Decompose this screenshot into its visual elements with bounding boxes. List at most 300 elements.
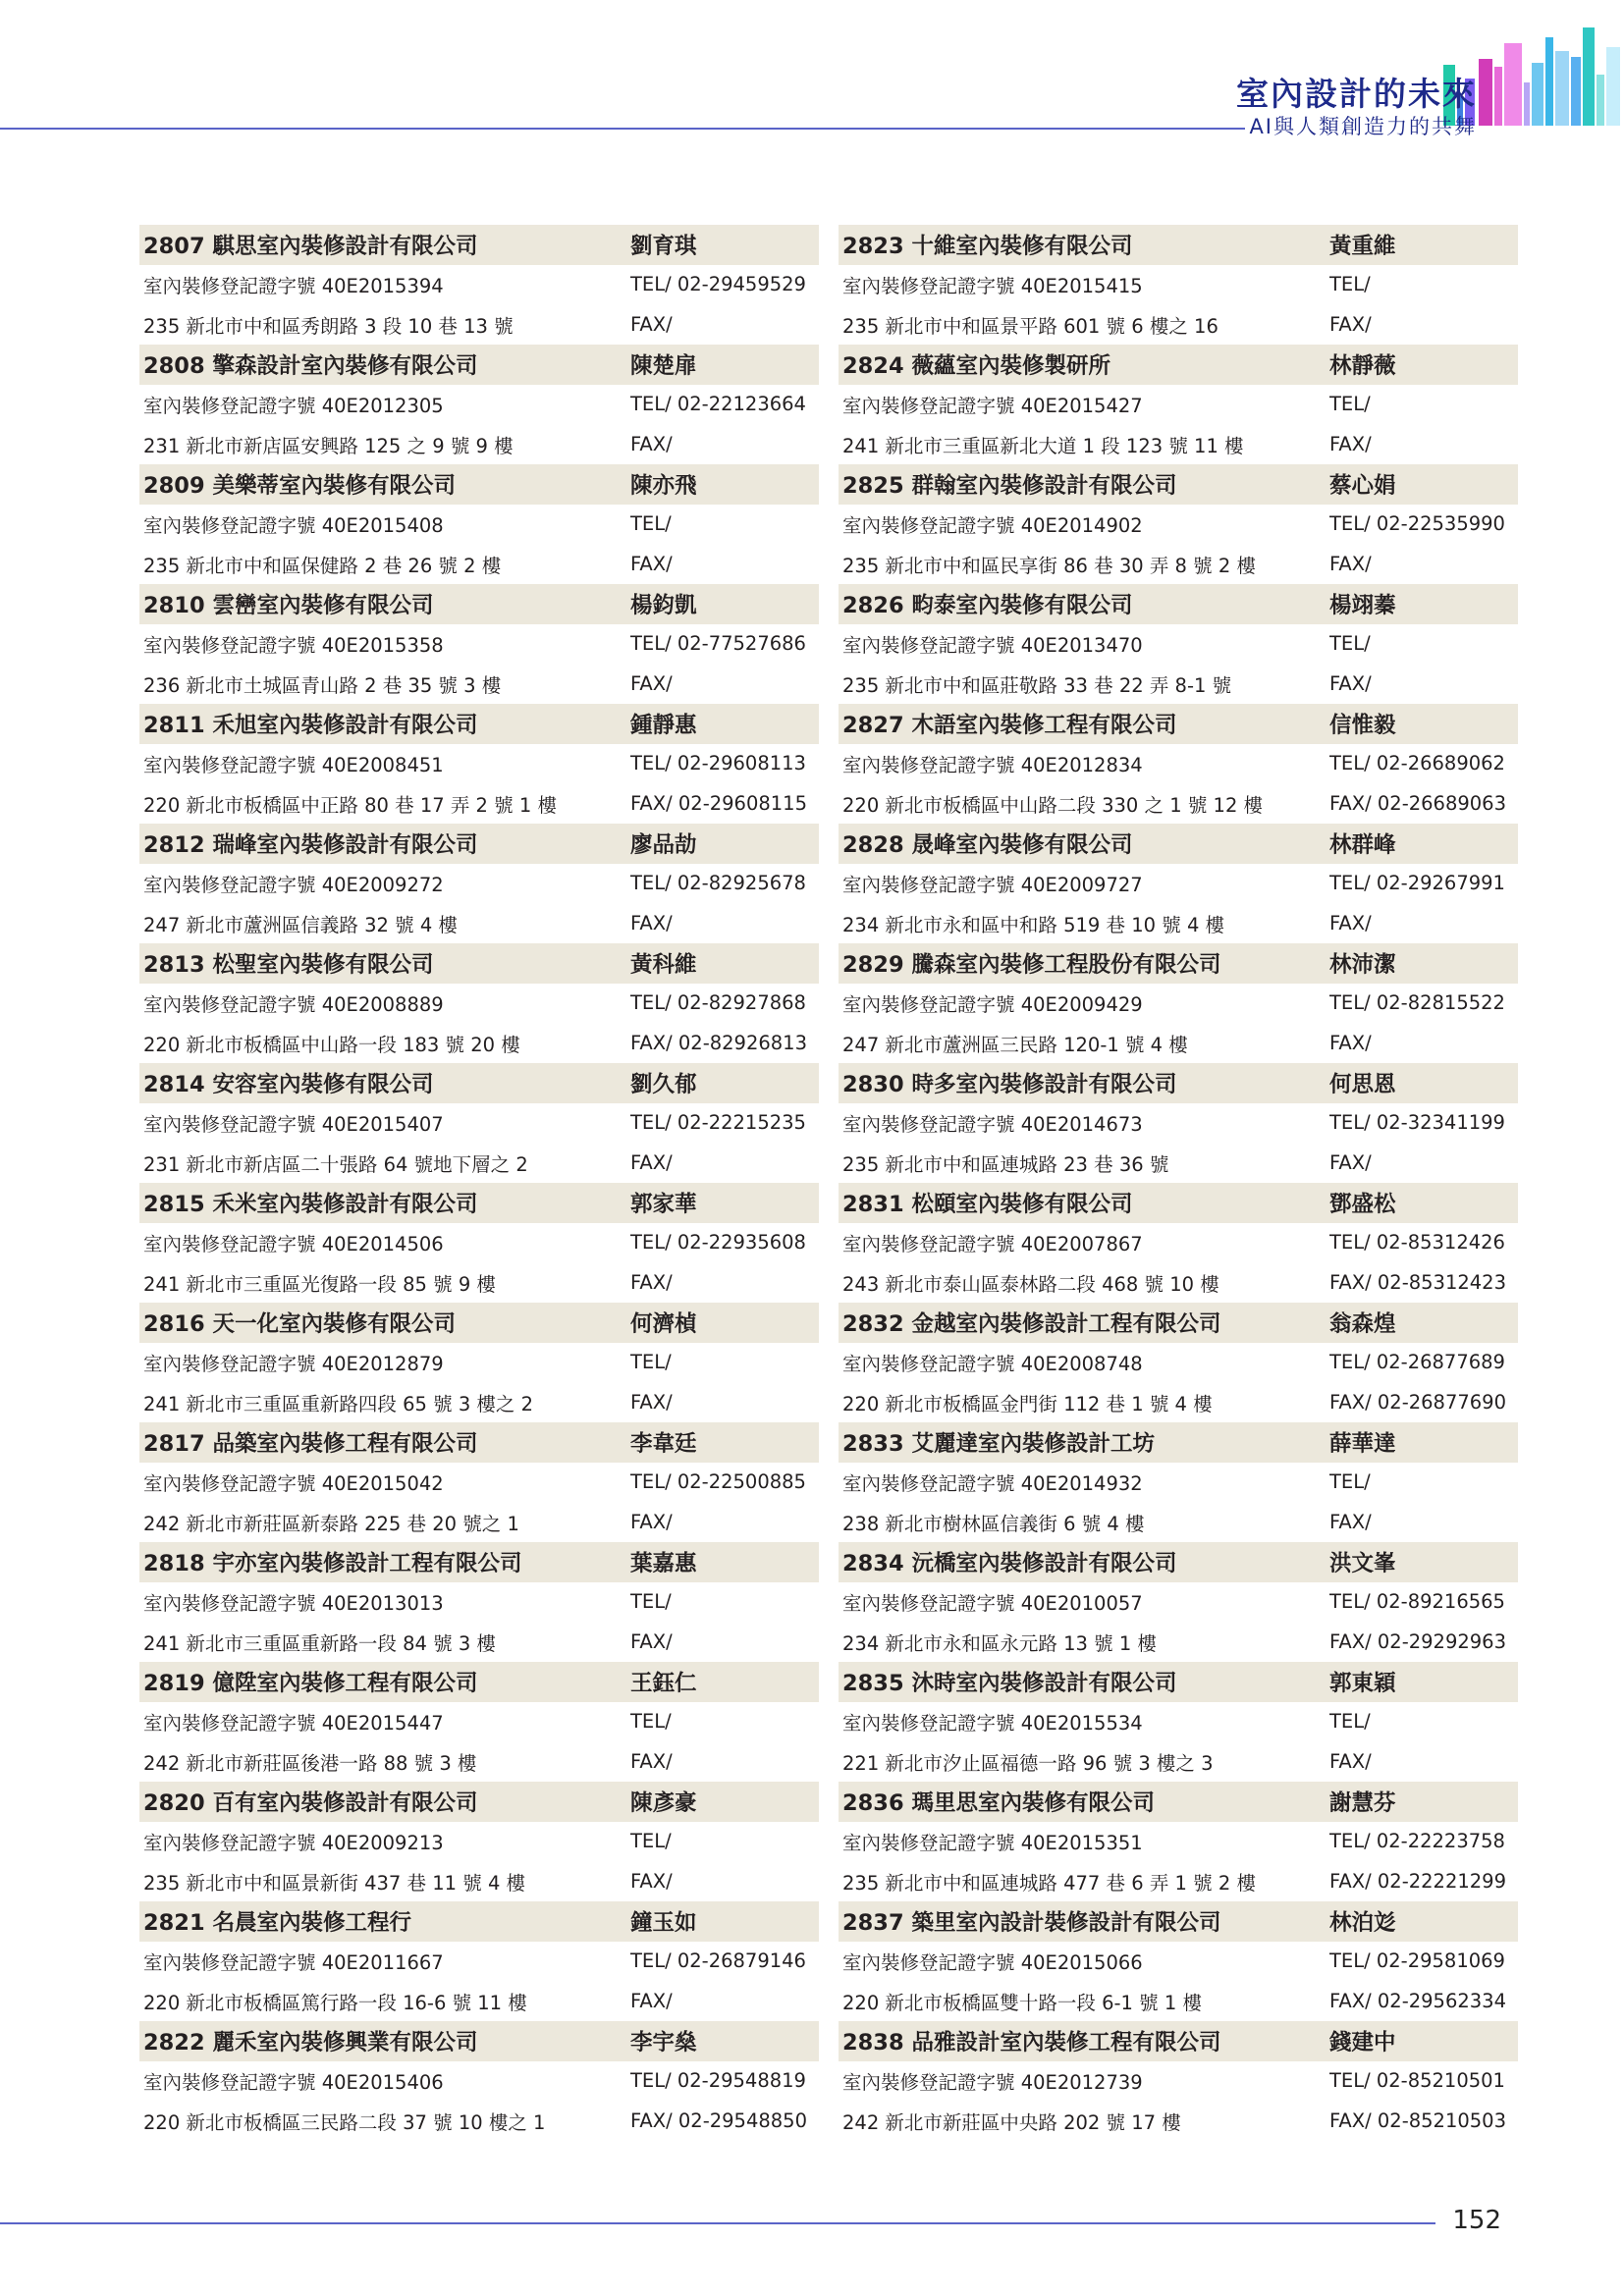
address-row xyxy=(839,903,1518,943)
company-number: 2835 xyxy=(842,1671,904,1697)
fax: FAX/ 02-82926813 xyxy=(630,1032,807,1055)
address-row xyxy=(839,1262,1518,1303)
telephone: TEL/ 02-29459529 xyxy=(630,273,806,296)
contact-person: 何濟楨 xyxy=(630,1311,697,1338)
license-row xyxy=(839,1223,1518,1263)
address: 247 新北市蘆洲區信義路 32 號 4 樓 xyxy=(143,913,458,936)
company-entry xyxy=(839,1303,1518,1422)
address-row xyxy=(139,1262,819,1303)
company-number-name xyxy=(139,348,630,380)
telephone: TEL/ 02-26877689 xyxy=(1329,1351,1505,1374)
company-number-name xyxy=(139,2025,630,2056)
license-row xyxy=(139,1942,819,1982)
contact-person: 郭家華 xyxy=(630,1192,697,1218)
address: 236 新北市土城區青山路 2 巷 35 號 3 樓 xyxy=(143,673,502,697)
company-number: 2821 xyxy=(143,1910,205,1937)
address: 238 新北市樹林區信義街 6 號 4 樓 xyxy=(842,1512,1145,1535)
company-name-row xyxy=(839,1782,1518,1822)
fax: FAX/ xyxy=(1329,433,1372,456)
contact-person: 劉久郁 xyxy=(630,1072,697,1098)
company-entry xyxy=(839,824,1518,943)
company-entry xyxy=(139,1901,819,2021)
company-entry xyxy=(139,584,819,704)
company-entry xyxy=(839,1782,1518,1901)
fax: FAX/ xyxy=(630,553,673,576)
license-number: 室內裝修登記證字號 40E2015447 xyxy=(143,1711,444,1735)
company-name: 十維室內裝修有限公司 xyxy=(911,234,1133,260)
company-number: 2822 xyxy=(143,2030,205,2056)
address-row xyxy=(139,1502,819,1542)
directory-column-right xyxy=(839,225,1518,2141)
fax: FAX/ xyxy=(1329,912,1372,935)
directory-column-left xyxy=(139,225,819,2141)
telephone: TEL/ 02-82927868 xyxy=(630,991,806,1015)
license-number: 室內裝修登記證字號 40E2008748 xyxy=(842,1352,1143,1375)
contact-person: 信惟毅 xyxy=(1329,713,1396,739)
company-number-name xyxy=(839,1307,1329,1338)
telephone: TEL/ 02-85312426 xyxy=(1329,1231,1505,1255)
fax: FAX/ xyxy=(1329,1032,1372,1055)
company-number: 2815 xyxy=(143,1192,205,1218)
fax: FAX/ xyxy=(630,1630,673,1654)
header-subtitle: AI與人類創造力的共舞 xyxy=(1249,115,1477,138)
company-name: 禾旭室內裝修設計有限公司 xyxy=(212,713,478,739)
company-name: 瑪里思室內裝修有限公司 xyxy=(911,1790,1155,1817)
company-name: 禾米室內裝修設計有限公司 xyxy=(212,1192,478,1218)
company-number-name xyxy=(839,708,1329,739)
company-name-row xyxy=(139,1303,819,1343)
company-number-name xyxy=(139,1666,630,1697)
license-row xyxy=(839,1343,1518,1383)
company-number: 2817 xyxy=(143,1431,205,1458)
license-number: 室內裝修登記證字號 40E2009727 xyxy=(842,873,1143,896)
company-number: 2809 xyxy=(143,473,205,500)
address: 242 新北市新莊區新泰路 225 巷 20 號之 1 xyxy=(143,1512,519,1535)
license-number: 室內裝修登記證字號 40E2013470 xyxy=(842,633,1143,657)
address-row xyxy=(839,1502,1518,1542)
contact-person: 陳楚扉 xyxy=(630,353,697,380)
company-number: 2812 xyxy=(143,832,205,859)
address-row xyxy=(839,544,1518,584)
address-row xyxy=(139,1382,819,1422)
license-row xyxy=(839,1103,1518,1144)
license-number: 室內裝修登記證字號 40E2015066 xyxy=(842,1950,1143,1974)
company-name-row xyxy=(139,1422,819,1463)
company-number-name xyxy=(139,828,630,859)
company-name: 松頤室內裝修有限公司 xyxy=(911,1192,1133,1218)
address-row xyxy=(139,304,819,345)
license-row xyxy=(839,2061,1518,2102)
fax: FAX/ 02-29548850 xyxy=(630,2109,807,2133)
license-row xyxy=(839,1463,1518,1503)
company-name: 築里室內設計裝修設計有限公司 xyxy=(911,1910,1221,1937)
address-row xyxy=(839,1622,1518,1662)
company-name: 時多室內裝修設計有限公司 xyxy=(911,1072,1177,1098)
address-row xyxy=(839,783,1518,824)
license-number: 室內裝修登記證字號 40E2015427 xyxy=(842,394,1143,417)
fax: FAX/ xyxy=(630,1151,673,1175)
address-row xyxy=(839,2101,1518,2141)
license-number: 室內裝修登記證字號 40E2014673 xyxy=(842,1112,1143,1136)
contact-person: 林泊彣 xyxy=(1329,1910,1396,1937)
telephone: TEL/ 02-29608113 xyxy=(630,752,806,775)
company-name: 沐時室內裝修設計有限公司 xyxy=(911,1671,1177,1697)
company-name-row xyxy=(839,584,1518,624)
telephone: TEL/ 02-82925678 xyxy=(630,872,806,895)
address: 220 新北市板橋區金門街 112 巷 1 號 4 樓 xyxy=(842,1392,1213,1415)
address: 243 新北市泰山區泰林路二段 468 號 10 樓 xyxy=(842,1272,1219,1296)
license-row xyxy=(839,1702,1518,1742)
company-entry xyxy=(139,824,819,943)
company-number-name xyxy=(839,1546,1329,1577)
company-name-row xyxy=(139,1662,819,1702)
fax: FAX/ xyxy=(630,672,673,696)
company-entry xyxy=(139,1782,819,1901)
address-row xyxy=(839,1981,1518,2021)
contact-person: 蔡心娟 xyxy=(1329,473,1396,500)
company-name-row xyxy=(139,1063,819,1103)
company-name-row xyxy=(139,1782,819,1822)
license-row xyxy=(839,1582,1518,1623)
license-number: 室內裝修登記證字號 40E2009213 xyxy=(143,1831,444,1854)
company-number-name xyxy=(139,947,630,979)
company-entry xyxy=(839,943,1518,1063)
company-number: 2837 xyxy=(842,1910,904,1937)
address-row xyxy=(139,1143,819,1183)
license-number: 室內裝修登記證字號 40E2013013 xyxy=(143,1591,444,1615)
telephone: TEL/ 02-22215235 xyxy=(630,1111,806,1135)
license-row xyxy=(139,744,819,784)
company-number: 2830 xyxy=(842,1072,904,1098)
contact-person: 劉育琪 xyxy=(630,234,697,260)
company-entry xyxy=(839,1183,1518,1303)
address-row xyxy=(139,1023,819,1063)
address-row xyxy=(139,664,819,704)
contact-person: 林沛潔 xyxy=(1329,952,1396,979)
telephone: TEL/ 02-29581069 xyxy=(1329,1949,1505,1973)
license-row xyxy=(839,744,1518,784)
company-name-row xyxy=(139,2021,819,2061)
license-number: 室內裝修登記證字號 40E2015534 xyxy=(842,1711,1143,1735)
company-number: 2819 xyxy=(143,1671,205,1697)
company-entry xyxy=(139,1662,819,1782)
company-name: 名晨室內裝修工程行 xyxy=(212,1910,411,1937)
company-name-row xyxy=(139,1183,819,1223)
fax: FAX/ xyxy=(630,1990,673,2013)
license-row xyxy=(139,1103,819,1144)
address-row xyxy=(139,903,819,943)
address: 235 新北市中和區莊敬路 33 巷 22 弄 8-1 號 xyxy=(842,673,1232,697)
fax: FAX/ xyxy=(630,1870,673,1894)
telephone: TEL/ 02-85210501 xyxy=(1329,2069,1505,2093)
license-row xyxy=(839,1822,1518,1862)
fax: FAX/ xyxy=(1329,1750,1372,1774)
company-name-row xyxy=(839,1901,1518,1942)
company-name: 瑞峰室內裝修設計有限公司 xyxy=(212,832,478,859)
license-number: 室內裝修登記證字號 40E2014932 xyxy=(842,1471,1143,1495)
company-number: 2828 xyxy=(842,832,904,859)
company-name-row xyxy=(139,584,819,624)
license-number: 室內裝修登記證字號 40E2015394 xyxy=(143,274,444,297)
company-name: 沅橋室內裝修設計有限公司 xyxy=(911,1551,1177,1577)
address: 235 新北市中和區連城路 23 巷 36 號 xyxy=(842,1152,1169,1176)
company-name: 百有室內裝修設計有限公司 xyxy=(212,1790,478,1817)
contact-person: 林靜薇 xyxy=(1329,353,1396,380)
fax: FAX/ xyxy=(630,912,673,935)
address-row xyxy=(139,424,819,464)
company-name-row xyxy=(139,345,819,385)
address: 235 新北市中和區民享街 86 巷 30 弄 8 號 2 樓 xyxy=(842,554,1256,577)
address: 241 新北市三重區光復路一段 85 號 9 樓 xyxy=(143,1272,496,1296)
contact-person: 黃重維 xyxy=(1329,234,1396,260)
telephone: TEL/ 02-22123664 xyxy=(630,393,806,416)
fax: FAX/ 02-29608115 xyxy=(630,792,807,816)
company-name-row xyxy=(139,1901,819,1942)
contact-person: 陳亦飛 xyxy=(630,473,697,500)
company-number-name xyxy=(139,1067,630,1098)
address: 235 新北市中和區連城路 477 巷 6 弄 1 號 2 樓 xyxy=(842,1871,1256,1895)
company-number-name xyxy=(839,1666,1329,1697)
company-number: 2820 xyxy=(143,1790,205,1817)
address: 234 新北市永和區永元路 13 號 1 樓 xyxy=(842,1631,1157,1655)
license-row xyxy=(139,864,819,904)
telephone: TEL/ 02-22535990 xyxy=(1329,512,1505,536)
company-number-name xyxy=(139,468,630,500)
telephone: TEL/ xyxy=(1329,1710,1371,1734)
company-name-row xyxy=(839,1303,1518,1343)
fax: FAX/ xyxy=(630,433,673,456)
company-number: 2838 xyxy=(842,2030,904,2056)
company-entry xyxy=(839,2021,1518,2141)
license-number: 室內裝修登記證字號 40E2015408 xyxy=(143,513,444,537)
telephone: TEL/ 02-22500885 xyxy=(630,1470,806,1494)
address: 241 新北市三重區新北大道 1 段 123 號 11 樓 xyxy=(842,434,1244,457)
fax: FAX/ 02-29562334 xyxy=(1329,1990,1506,2013)
company-name-row xyxy=(839,1542,1518,1582)
license-number: 室內裝修登記證字號 40E2015415 xyxy=(842,274,1143,297)
company-name-row xyxy=(839,1662,1518,1702)
company-entry xyxy=(839,1422,1518,1542)
company-name: 品雅設計室內裝修工程有限公司 xyxy=(911,2030,1221,2056)
company-entry xyxy=(839,1901,1518,2021)
license-row xyxy=(139,385,819,425)
company-number: 2832 xyxy=(842,1311,904,1338)
company-number-name xyxy=(839,1905,1329,1937)
license-row xyxy=(139,984,819,1024)
company-entry xyxy=(139,1303,819,1422)
license-row xyxy=(139,1822,819,1862)
telephone: TEL/ xyxy=(630,1351,672,1374)
license-number: 室內裝修登記證字號 40E2014506 xyxy=(143,1232,444,1255)
company-number: 2827 xyxy=(842,713,904,739)
license-row xyxy=(139,1702,819,1742)
company-number: 2834 xyxy=(842,1551,904,1577)
contact-person: 楊翊蓁 xyxy=(1329,593,1396,619)
license-number: 室內裝修登記證字號 40E2007867 xyxy=(842,1232,1143,1255)
company-entry xyxy=(139,2021,819,2141)
fax: FAX/ xyxy=(1329,313,1372,337)
address-row xyxy=(839,1741,1518,1782)
license-row xyxy=(139,505,819,545)
license-row xyxy=(139,1223,819,1263)
license-number: 室內裝修登記證字號 40E2012834 xyxy=(842,753,1143,776)
fax: FAX/ 02-29292963 xyxy=(1329,1630,1506,1654)
fax: FAX/ xyxy=(630,1750,673,1774)
telephone: TEL/ 02-29267991 xyxy=(1329,872,1505,895)
company-name-row xyxy=(139,704,819,744)
company-name-row xyxy=(839,704,1518,744)
telephone: TEL/ 02-82815522 xyxy=(1329,991,1505,1015)
company-name-row xyxy=(139,464,819,505)
address: 221 新北市汐止區福德一路 96 號 3 樓之 3 xyxy=(842,1751,1214,1775)
company-entry xyxy=(839,704,1518,824)
fax: FAX/ xyxy=(1329,553,1372,576)
company-name: 群翰室內裝修設計有限公司 xyxy=(911,473,1177,500)
company-name-row xyxy=(839,2021,1518,2061)
license-number: 室內裝修登記證字號 40E2010057 xyxy=(842,1591,1143,1615)
license-number: 室內裝修登記證字號 40E2012305 xyxy=(143,394,444,417)
address: 220 新北市板橋區雙十路一段 6-1 號 1 樓 xyxy=(842,1991,1202,2014)
company-entry xyxy=(139,1183,819,1303)
address-row xyxy=(839,1861,1518,1901)
contact-person: 林群峰 xyxy=(1329,832,1396,859)
company-name-row xyxy=(839,943,1518,984)
address: 220 新北市板橋區篤行路一段 16-6 號 11 樓 xyxy=(143,1991,527,2014)
license-row xyxy=(139,1582,819,1623)
company-entry xyxy=(139,225,819,345)
license-row xyxy=(839,864,1518,904)
address: 247 新北市蘆洲區三民路 120-1 號 4 樓 xyxy=(842,1033,1188,1056)
telephone: TEL/ 02-26689062 xyxy=(1329,752,1505,775)
company-number-name xyxy=(139,1426,630,1458)
fax: FAX/ 02-26689063 xyxy=(1329,792,1506,816)
company-name-row xyxy=(139,1542,819,1582)
fax: FAX/ 02-26877690 xyxy=(1329,1391,1506,1415)
company-name: 騰森室內裝修工程股份有限公司 xyxy=(911,952,1221,979)
telephone: TEL/ xyxy=(630,1590,672,1614)
license-row xyxy=(839,984,1518,1024)
company-number-name xyxy=(839,588,1329,619)
company-name: 安容室內裝修有限公司 xyxy=(212,1072,434,1098)
company-name-row xyxy=(139,225,819,265)
company-name: 艾麗達室內裝修設計工坊 xyxy=(911,1431,1155,1458)
contact-person: 王鈺仁 xyxy=(630,1671,697,1697)
company-number-name xyxy=(839,947,1329,979)
license-row xyxy=(139,1463,819,1503)
address: 241 新北市三重區重新路一段 84 號 3 樓 xyxy=(143,1631,496,1655)
contact-person: 楊鈞凱 xyxy=(630,593,697,619)
company-number: 2814 xyxy=(143,1072,205,1098)
fax: FAX/ xyxy=(1329,672,1372,696)
address-row xyxy=(139,544,819,584)
contact-person: 謝慧芬 xyxy=(1329,1790,1396,1817)
license-number: 室內裝修登記證字號 40E2009429 xyxy=(842,992,1143,1016)
header-divider xyxy=(0,128,1245,130)
telephone: TEL/ 02-77527686 xyxy=(630,632,806,656)
company-number-name xyxy=(139,1307,630,1338)
company-number-name xyxy=(839,828,1329,859)
company-number-name xyxy=(139,708,630,739)
company-number: 2813 xyxy=(143,952,205,979)
company-name: 雲巒室內裝修有限公司 xyxy=(212,593,434,619)
company-number: 2818 xyxy=(143,1551,205,1577)
company-name: 宇亦室內裝修設計工程有限公司 xyxy=(212,1551,522,1577)
address: 242 新北市新莊區後港一路 88 號 3 樓 xyxy=(143,1751,477,1775)
company-entry xyxy=(839,584,1518,704)
company-name: 木語室內裝修工程有限公司 xyxy=(911,713,1177,739)
company-name: 品築室內裝修工程有限公司 xyxy=(212,1431,478,1458)
company-number: 2831 xyxy=(842,1192,904,1218)
license-row xyxy=(139,2061,819,2102)
company-name: 美樂蒂室內裝修有限公司 xyxy=(212,473,456,500)
company-entry xyxy=(139,345,819,464)
address: 235 新北市中和區景新街 437 巷 11 號 4 樓 xyxy=(143,1871,526,1895)
license-number: 室內裝修登記證字號 40E2015351 xyxy=(842,1831,1143,1854)
license-row xyxy=(839,505,1518,545)
telephone: TEL/ 02-22935608 xyxy=(630,1231,806,1255)
telephone: TEL/ 02-89216565 xyxy=(1329,1590,1505,1614)
company-number: 2810 xyxy=(143,593,205,619)
address-row xyxy=(839,1143,1518,1183)
telephone: TEL/ 02-26879146 xyxy=(630,1949,806,1973)
company-name: 億陞室內裝修工程有限公司 xyxy=(212,1671,478,1697)
address: 231 新北市新店區安興路 125 之 9 號 9 樓 xyxy=(143,434,514,457)
company-number: 2807 xyxy=(143,234,205,260)
address: 235 新北市中和區保健路 2 巷 26 號 2 樓 xyxy=(143,554,502,577)
telephone: TEL/ 02-29548819 xyxy=(630,2069,806,2093)
license-number: 室內裝修登記證字號 40E2015406 xyxy=(143,2070,444,2094)
address: 234 新北市永和區中和路 519 巷 10 號 4 樓 xyxy=(842,913,1225,936)
telephone: TEL/ xyxy=(1329,273,1371,296)
license-row xyxy=(839,1942,1518,1982)
contact-person: 鍾靜惠 xyxy=(630,713,697,739)
address-row xyxy=(839,424,1518,464)
address-row xyxy=(839,1023,1518,1063)
license-number: 室內裝修登記證字號 40E2008451 xyxy=(143,753,444,776)
company-number-name xyxy=(839,1426,1329,1458)
company-number: 2836 xyxy=(842,1790,904,1817)
company-number-name xyxy=(839,1067,1329,1098)
company-entry xyxy=(839,1063,1518,1183)
address: 242 新北市新莊區中央路 202 號 17 樓 xyxy=(842,2110,1181,2134)
company-number-name xyxy=(139,1786,630,1817)
company-number: 2824 xyxy=(842,353,904,380)
company-entry xyxy=(139,1422,819,1542)
company-entry xyxy=(139,1542,819,1662)
company-number-name xyxy=(839,1187,1329,1218)
company-number: 2825 xyxy=(842,473,904,500)
company-name-row xyxy=(839,345,1518,385)
telephone: TEL/ xyxy=(630,1710,672,1734)
company-entry xyxy=(839,464,1518,584)
company-number: 2826 xyxy=(842,593,904,619)
fax: FAX/ 02-85210503 xyxy=(1329,2109,1506,2133)
contact-person: 黃科維 xyxy=(630,952,697,979)
fax: FAX/ 02-85312423 xyxy=(1329,1271,1506,1295)
address: 220 新北市板橋區三民路二段 37 號 10 樓之 1 xyxy=(143,2110,546,2134)
company-name-row xyxy=(839,1183,1518,1223)
company-number: 2829 xyxy=(842,952,904,979)
company-number: 2811 xyxy=(143,713,205,739)
license-row xyxy=(139,265,819,305)
company-number-name xyxy=(139,1546,630,1577)
telephone: TEL/ 02-22223758 xyxy=(1329,1830,1505,1853)
company-number-name xyxy=(139,229,630,260)
contact-person: 郭東穎 xyxy=(1329,1671,1396,1697)
company-name-row xyxy=(839,225,1518,265)
contact-person: 何思恩 xyxy=(1329,1072,1396,1098)
company-name: 畇泰室內裝修有限公司 xyxy=(911,593,1133,619)
